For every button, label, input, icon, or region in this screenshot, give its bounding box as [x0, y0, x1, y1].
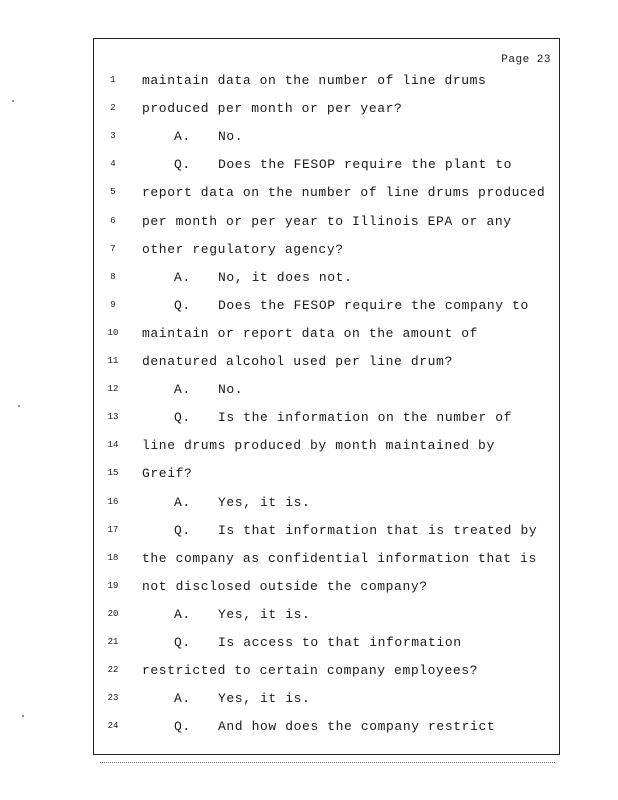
line-content: Greif?	[142, 466, 193, 482]
line-text	[142, 214, 512, 229]
line-number: 9	[110, 299, 116, 310]
line-number: 19	[107, 580, 119, 591]
line-content: And how does the company restrict	[218, 719, 496, 735]
speaker-label: Q.	[174, 522, 191, 538]
transcript-line	[94, 352, 559, 380]
transcript-line	[94, 577, 559, 605]
scan-speck	[12, 100, 14, 102]
line-text	[142, 326, 478, 341]
speaker-label: Q.	[174, 719, 191, 735]
line-number: 6	[110, 215, 116, 226]
transcript-line	[94, 408, 559, 436]
line-text	[142, 438, 495, 453]
line-text	[174, 410, 512, 425]
line-content: Yes, it is.	[218, 691, 311, 707]
scan-speck	[18, 405, 20, 407]
line-content: line drums produced by month maintained by	[142, 438, 495, 454]
line-text	[142, 579, 428, 594]
transcript-line	[94, 521, 559, 549]
transcript-line	[94, 324, 559, 352]
transcript-line	[94, 155, 559, 183]
line-text	[174, 719, 495, 734]
transcript-line	[94, 717, 559, 745]
line-text	[174, 523, 537, 538]
page-number: Page 23	[501, 54, 551, 66]
line-number: 23	[107, 693, 119, 704]
transcript-line	[94, 661, 559, 689]
line-number: 21	[107, 637, 119, 647]
line-text	[174, 607, 310, 622]
line-text	[142, 101, 402, 116]
scan-speck	[22, 715, 24, 717]
transcript-line	[94, 99, 559, 127]
line-content: produced per month or per year?	[142, 101, 403, 117]
line-text	[142, 185, 545, 200]
speaker-label: Q.	[174, 157, 191, 173]
line-number: 14	[107, 440, 119, 451]
footer-rule	[100, 762, 555, 763]
speaker-label: Q.	[174, 410, 191, 426]
line-number: 8	[110, 271, 116, 282]
line-content: Is that information that is treated by	[218, 522, 538, 538]
line-text	[174, 157, 512, 172]
line-content: No.	[218, 129, 244, 145]
line-text	[174, 495, 310, 510]
transcript-line	[94, 296, 559, 324]
line-text	[174, 635, 462, 650]
line-number: 13	[107, 412, 119, 423]
line-number: 11	[107, 356, 119, 366]
line-content: maintain or report data on the amount of	[142, 325, 479, 341]
line-content: restricted to certain company employees?	[142, 663, 479, 679]
transcript-line	[94, 71, 559, 99]
line-text	[142, 242, 344, 257]
transcript-line	[94, 464, 559, 492]
line-text	[174, 382, 243, 397]
line-number: 5	[110, 187, 116, 198]
speaker-label: A.	[174, 494, 191, 510]
transcript-line	[94, 240, 559, 268]
line-number: 12	[107, 384, 119, 395]
speaker-label: A.	[174, 691, 191, 707]
line-number: 20	[107, 608, 119, 619]
transcript-line	[94, 436, 559, 464]
transcript-page	[93, 38, 560, 755]
line-content: report data on the number of line drums produced	[142, 185, 546, 201]
transcript-line	[94, 633, 559, 661]
speaker-label: Q.	[174, 297, 191, 313]
line-content: Yes, it is.	[218, 606, 311, 622]
line-text	[142, 663, 478, 678]
line-number: 2	[110, 103, 116, 114]
transcript-line	[94, 380, 559, 408]
line-number: 10	[107, 327, 119, 338]
line-text	[142, 354, 453, 369]
transcript-line	[94, 183, 559, 211]
transcript-line	[94, 549, 559, 577]
transcript-line	[94, 689, 559, 717]
line-text	[142, 73, 486, 88]
transcript-line	[94, 493, 559, 521]
line-number: 15	[107, 468, 119, 479]
line-number: 16	[107, 496, 119, 507]
line-content: Is the information on the number of	[218, 410, 513, 426]
transcript-line	[94, 127, 559, 155]
line-number: 17	[107, 524, 119, 535]
line-text	[174, 298, 529, 313]
line-number: 3	[110, 131, 116, 142]
line-content: not disclosed outside the company?	[142, 578, 428, 594]
line-content: per month or per year to Illinois EPA or any	[142, 213, 512, 229]
speaker-label: A.	[174, 606, 191, 622]
line-content: the company as confidential information that is	[142, 550, 537, 566]
line-text	[142, 466, 192, 481]
line-content: No.	[218, 382, 244, 398]
transcript-line	[94, 212, 559, 240]
line-number: 4	[110, 159, 116, 170]
line-text	[174, 270, 352, 285]
line-number: 24	[107, 721, 119, 732]
line-content: Yes, it is.	[218, 494, 311, 510]
line-content: denatured alcohol used per line drum?	[142, 354, 453, 369]
speaker-label: A.	[174, 382, 191, 398]
line-content: maintain data on the number of line drums	[142, 73, 487, 88]
line-content: Does the FESOP require the company to	[218, 297, 529, 313]
line-text	[174, 691, 310, 706]
line-number: 18	[107, 552, 119, 563]
line-content: other regulatory agency?	[142, 241, 344, 257]
transcript-line	[94, 605, 559, 633]
line-content: Does the FESOP require the plant to	[218, 157, 513, 173]
transcript-line	[94, 268, 559, 296]
speaker-label: A.	[174, 129, 191, 145]
speaker-label: A.	[174, 269, 191, 285]
line-number: 7	[110, 243, 116, 254]
line-number: 22	[107, 665, 119, 676]
line-text	[142, 551, 537, 566]
line-number: 1	[110, 75, 116, 85]
speaker-label: Q.	[174, 635, 191, 650]
line-content: No, it does not.	[218, 269, 353, 285]
line-text	[174, 129, 243, 144]
line-content: Is access to that information	[218, 635, 462, 650]
